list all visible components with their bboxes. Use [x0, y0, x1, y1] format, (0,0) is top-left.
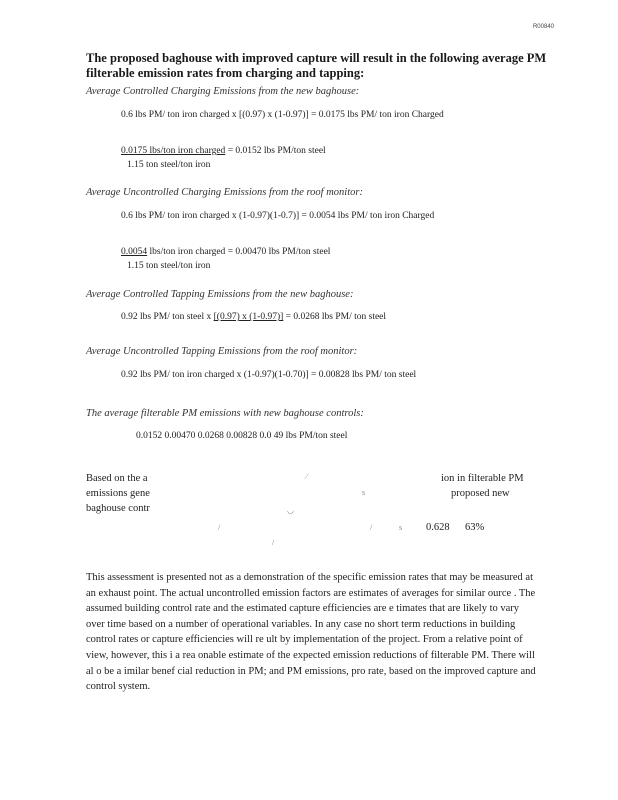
- fraction-charging-uncontrolled: [121, 247, 330, 257]
- equation-result: = 0.0268 lbs PM/ ton steel: [283, 312, 387, 322]
- fragment-line-2-left: emissions gene: [86, 488, 150, 499]
- equation-charging-uncontrolled: 0.6 lbs PM/ ton iron charged x (1-0.97)(1-0.7)] = 0.0054 lbs PM/ ton iron Charged: [121, 211, 435, 221]
- fragment-mark: ⁄: [306, 472, 308, 481]
- fragment-mark: /: [272, 538, 275, 547]
- fraction-numerator: 0.0054: [121, 247, 148, 257]
- closing-paragraph: This assessment is presented not as a demonstration of the specific emission rates that may be measured at an exhaust point. The actual uncontrolled emission factors are estimates of averages for similar ource . The assumed building control rate and the estimated capture efficiencies are e timates that are likely to vary over time based on a number of operational variables. In any case no short term reductions in building control rates or capture efficiencies will re ult by implementation of the project. From a relative point of view, however, this i a rea onable estimate of the expected emission reductions of filterable PM. There will al o be a imilar benef cial reduction in PM; and PM emissions, pro rate, based on the improved capture and control system.: [86, 572, 536, 693]
- page-id: R00840: [532, 24, 554, 30]
- fraction-denominator-charging-controlled: 1.15 ton steel/ton iron: [127, 160, 211, 170]
- fraction-denominator-charging-uncontrolled: 1.15 ton steel/ton iron: [127, 261, 211, 271]
- fragment-mark: ◡: [287, 506, 294, 515]
- fragment-mark: s: [362, 488, 366, 497]
- equation-prefix: 0.92 lbs PM/ ton steel x: [121, 312, 214, 322]
- section-title-charging-uncontrolled: Average Uncontrolled Charging Emissions from the roof monitor:: [86, 187, 363, 198]
- fragment-result-percent: 63%: [465, 522, 485, 533]
- fraction-result: = 0.00470 lbs PM/ton steel: [225, 247, 331, 257]
- equation-charging-controlled: 0.6 lbs PM/ ton iron charged x [(0.97) x (1-0.97)] = 0.0175 lbs PM/ ton iron Charged: [121, 110, 444, 120]
- page-heading: The proposed baghouse with improved capture will result in the following average PM filterable emission rates from charging and tapping:: [86, 51, 547, 80]
- section-title-total: The average filterable PM emissions with new baghouse controls:: [86, 408, 364, 419]
- fragment-mark: s: [399, 523, 403, 532]
- equation-tapping-uncontrolled: 0.92 lbs PM/ ton iron charged x (1-0.97)(1-0.70)] = 0.00828 lbs PM/ ton steel: [121, 370, 417, 380]
- fragment-line-1-left: Based on the a: [86, 473, 148, 484]
- fragment-mark: /: [370, 523, 373, 532]
- section-title-tapping-controlled: Average Controlled Tapping Emissions from the new baghouse:: [86, 289, 354, 300]
- fragment-line-1-right: ion in filterable PM: [441, 473, 524, 484]
- equation-tapping-controlled: [121, 312, 386, 322]
- fragment-line-2-right: proposed new: [451, 488, 510, 499]
- fragment-result-value: 0.628: [426, 522, 450, 533]
- section-title-charging-controlled: Average Controlled Charging Emissions from the new baghouse:: [86, 86, 360, 97]
- equation-total: 0.0152 0.00470 0.0268 0.00828 0.0 49 lbs PM/ton steel: [136, 431, 348, 441]
- fraction-result: = 0.0152 lbs PM/ton steel: [225, 146, 326, 156]
- fraction-numerator-unit: lbs/ton iron charged: [147, 146, 226, 156]
- fraction-numerator-unit: lbs/ton iron charged: [147, 247, 226, 257]
- fragment-line-3-left: baghouse contr: [86, 503, 150, 514]
- section-title-tapping-uncontrolled: Average Uncontrolled Tapping Emissions from the roof monitor:: [86, 346, 358, 357]
- fraction-charging-controlled: [121, 146, 326, 156]
- fragment-mark: /: [218, 523, 221, 532]
- fraction-numerator: 0.0175: [121, 146, 148, 156]
- equation-underlined-term: [(0.97) x (1-0.97)]: [213, 312, 284, 322]
